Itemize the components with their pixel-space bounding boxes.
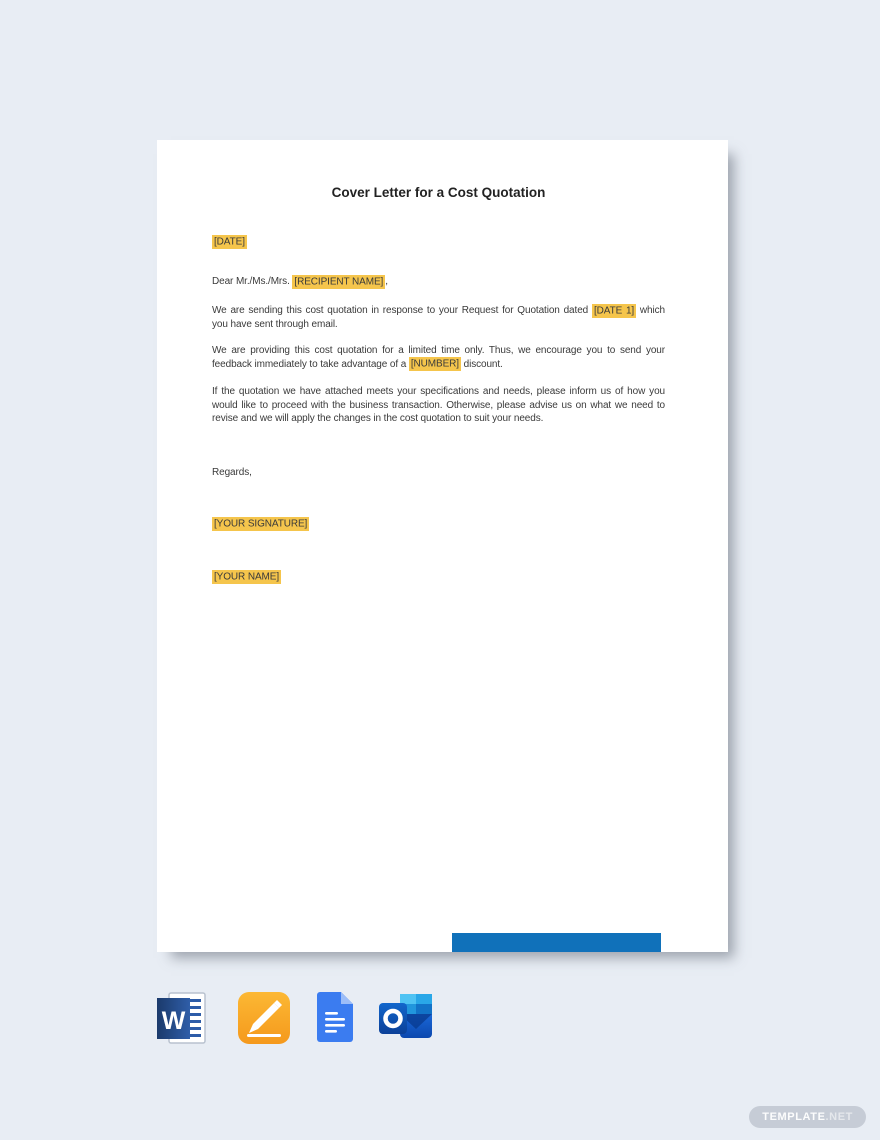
google-docs-icon[interactable] [317,992,353,1044]
paragraph-1 [212,304,665,331]
paragraph-3 [212,385,665,426]
template-net-watermark [749,1106,866,1128]
microsoft-word-icon[interactable] [155,992,207,1044]
date-line [212,235,665,249]
watermark-brand-text: TEMPLATE [762,1111,826,1123]
salutation-line [212,275,665,289]
svg-text:W: W [161,1007,186,1035]
signature-line [212,517,665,531]
name-line [212,570,665,584]
paragraph-1-text-after: which you have sent through email. [212,305,665,330]
document-page [157,140,728,952]
apple-pages-icon[interactable] [238,992,290,1044]
salutation-suffix: , [385,276,388,287]
watermark-brand-tld: .NET [825,1111,853,1123]
footer-accent-bar [452,933,661,952]
paragraph-2-text-after: discount. [460,358,503,370]
microsoft-outlook-icon[interactable] [379,994,434,1046]
paragraph-2-text: We are providing this cost quotation for a limited time only. Thus, we encourage you to send your feedback immediately to take advantage of a [212,345,665,370]
salutation-prefix: Dear Mr./Ms./Mrs. [212,276,293,287]
recipient-name-placeholder: [RECIPIENT NAME] [294,276,384,287]
document-title: Cover Letter for a Cost Quotation [331,185,546,200]
signature-placeholder: [YOUR SIGNATURE] [214,518,308,529]
closing-line: Regards, [212,467,252,478]
date-placeholder: [DATE] [214,236,245,247]
your-name-placeholder: [YOUR NAME] [214,571,280,582]
number-placeholder: [NUMBER] [410,358,459,370]
paragraph-1-text: We are sending this cost quotation in response to your Request for Quotation dated [212,305,592,316]
paragraph-2 [212,344,665,371]
date1-placeholder: [DATE 1] [593,305,635,316]
paragraph-3-text: If the quotation we have attached meets your specifications and needs, please inform us of how you would like to proceed with the business transaction. Otherwise, please advise us on what we need to revise and we will apply the changes in the cost quotation to suit your needs. [212,386,665,424]
